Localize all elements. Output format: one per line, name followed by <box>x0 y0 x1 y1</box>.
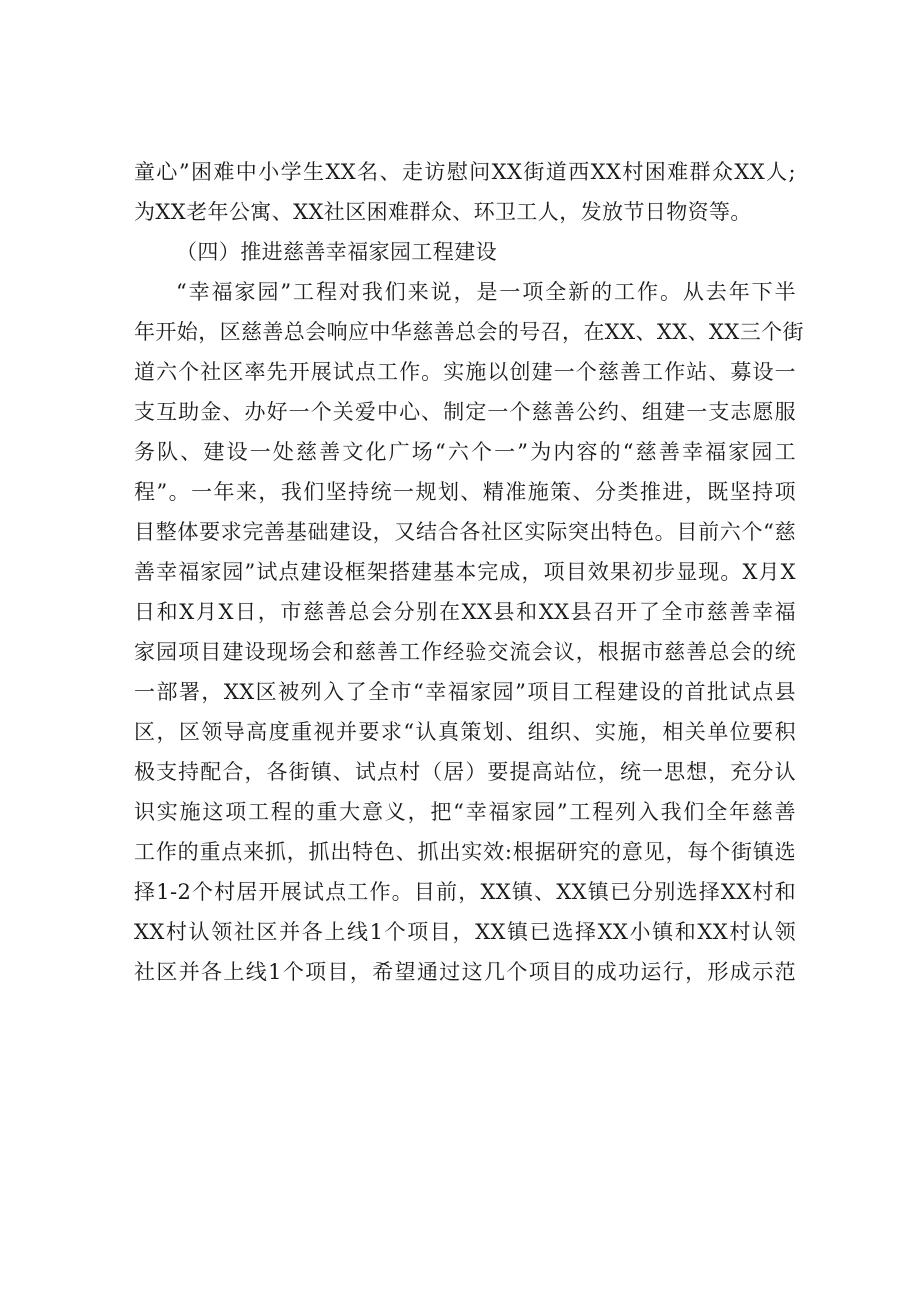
body-line: 为XX老年公寓、XX社区困难群众、环卫工人，发放节日物资等。 <box>134 200 752 224</box>
body-line: 择1-2个村居开展试点工作。目前，XX镇、XX镇已分别选择XX村和 <box>134 880 796 904</box>
body-line: 善幸福家园”试点建设框架搭建基本完成，项目效果初步显现。X月X <box>134 560 796 584</box>
body-line: XX村认领社区并各上线1个项目，XX镇已选择XX小镇和XX村认领 <box>134 920 796 944</box>
section-heading: （四）推进慈善幸福家园工程建设 <box>176 240 497 264</box>
body-line: 务队、建设一处慈善文化广场“六个一”为内容的“慈善幸福家园工 <box>134 440 796 464</box>
body-line: 日和X月X日，市慈善总会分别在XX县和XX县召开了全市慈善幸福 <box>134 600 796 624</box>
body-line: 程”。一年来，我们坚持统一规划、精准施策、分类推进，既坚持项 <box>134 480 796 504</box>
body-line: 道六个社区率先开展试点工作。实施以创建一个慈善工作站、募设一 <box>134 360 796 384</box>
body-line: 童心”困难中小学生XX名、走访慰问XX街道西XX村困难群众XX人; <box>134 160 796 184</box>
document-body <box>134 152 804 992</box>
body-line: 极支持配合，各街镇、试点村（居）要提高站位，统一思想，充分认 <box>134 760 796 784</box>
body-line: 识实施这项工程的重大意义，把“幸福家园”工程列入我们全年慈善 <box>134 800 796 824</box>
body-line: 家园项目建设现场会和慈善工作经验交流会议，根据市慈善总会的统 <box>134 640 796 664</box>
body-line: 工作的重点来抓，抓出特色、抓出实效:根据研究的意见，每个街镇选 <box>134 840 796 864</box>
body-line: 支互助金、办好一个关爱中心、制定一个慈善公约、组建一支志愿服 <box>134 400 796 424</box>
body-line: 一部署，XX区被列入了全市“幸福家园”项目工程建设的首批试点县 <box>134 680 796 704</box>
body-line: 目整体要求完善基础建设，又结合各社区实际突出特色。目前六个“慈 <box>134 520 796 544</box>
body-line: 年开始，区慈善总会响应中华慈善总会的号召，在XX、XX、XX三个街 <box>134 320 804 344</box>
body-line: 区，区领导高度重视并要求“认真策划、组织、实施，相关单位要积 <box>134 720 796 744</box>
paragraph-first-line: “幸福家园”工程对我们来说，是一项全新的工作。从去年下半 <box>176 280 796 304</box>
body-line: 社区并各上线1个项目，希望通过这几个项目的成功运行，形成示范 <box>134 960 796 984</box>
